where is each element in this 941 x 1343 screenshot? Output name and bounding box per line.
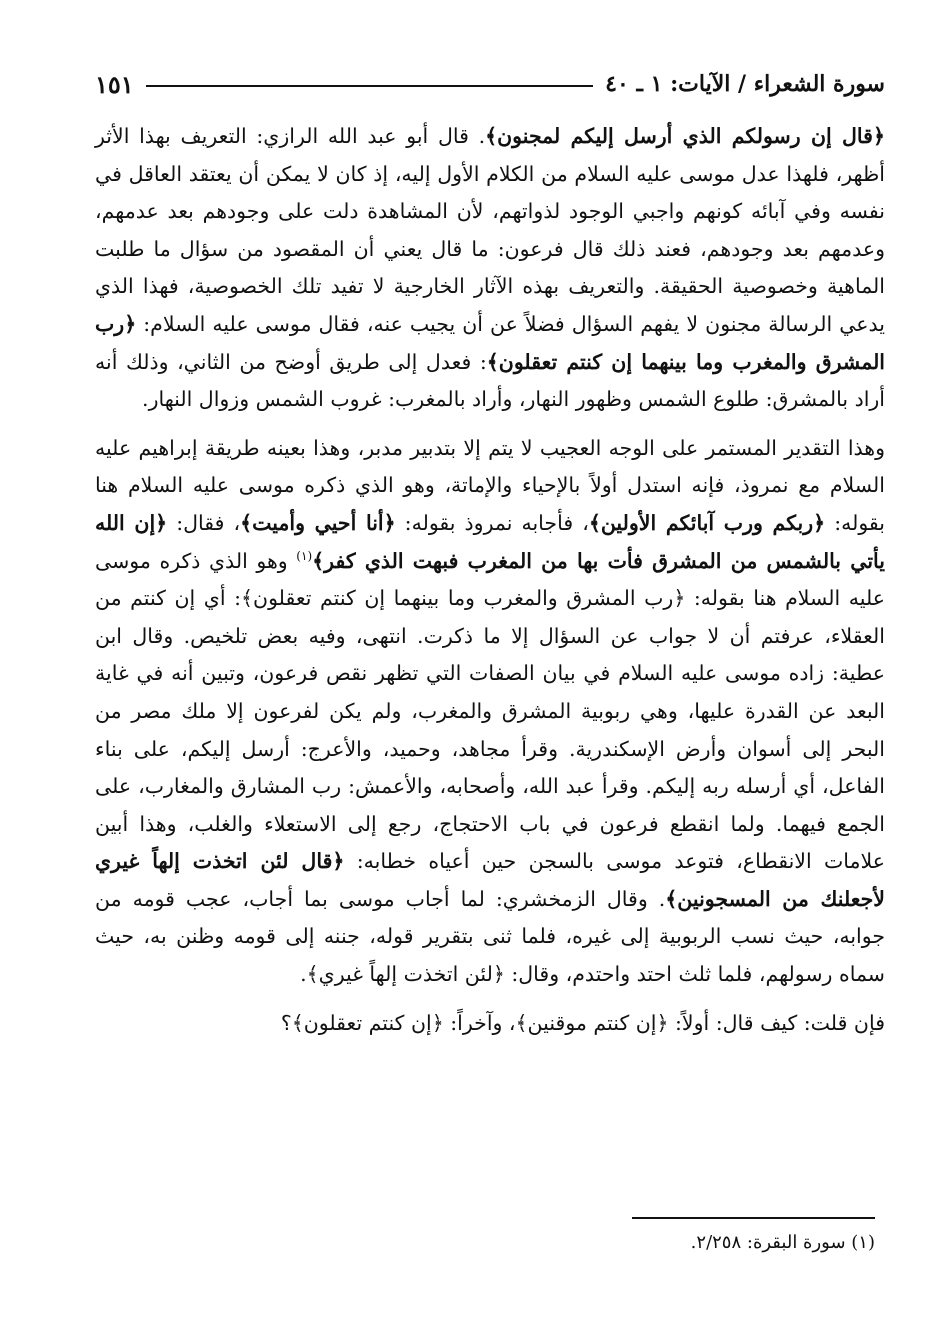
body-text: ، فقال: <box>167 510 241 535</box>
quran-quote: ﴿أنا أحيي وأميت﴾ <box>240 510 396 535</box>
quran-quote: ﴿قال لئن اتخذت إلهاً غيري لأجعلنك من المسجونين﴾ <box>95 849 885 911</box>
header-rule <box>146 85 594 87</box>
body-text: وهو الذي ذكره موسى عليه السلام هنا بقوله: ﴿رب المشرق والمغرب وما بينهما إن كنتم تعقلون﴾: أي إن كنتم من العقلاء، عرفتم أن لا جواب عن السؤال إلا ما ذكرت. انتهى، وفيه بعض تلخيص. وقال ابن عطية: زاده موسى عليه السلام في بيان الصفات التي تظهر نقص فرعون، وتبين أنه في غاية البعد عن القدرة عليها، وهي ربوبية المشرق والمغرب، ولم يكن لفرعون إلا ملك مصر من البحر إلى أسوان وأرض الإسكندرية. وقرأ مجاهد، وحميد، والأعرج: أرسل إليكم، على بناء الفاعل، أي أرسله ربه إليكم. وقرأ عبد الله، وأصحابه، والأعمش: رب المشارق والمغارب، على الجمع فيهما. ولما انقطع فرعون في باب الاحتجاج، رجع إلى الاستعلاء والغلب، وهذا أبين علامات الانقطاع، فتوعد موسى بالسجن حين أعياه خطابه: <box>95 548 886 874</box>
running-title: سورة الشعراء / الآيات: ١ ـ ٤٠ <box>605 71 885 97</box>
footnote-rule <box>632 1217 875 1219</box>
page-number: ١٥١ <box>95 69 134 99</box>
quran-quote: ﴿قال إن رسولكم الذي أرسل إليكم لمجنون﴾ <box>485 124 885 148</box>
quran-quote: ﴿ربكم ورب آبائكم الأولين﴾ <box>588 510 826 535</box>
body-text: . قال أبو عبد الله الرازي: التعريف بهذا الأثر أظهر، فلهذا عدل موسى عليه السلام من الكلام الأول إليه، إذ كان لا يمكن أن يعتقد العاقل في نفسه وفي آبائه كونهم واجبي الوجود لذواتهم، لأن المشاهدة دلت على وجودهم بعد عدمهم، وعدمهم بعد وجودهم، فعند ذلك قال فرعون: ما قال يعني أن المقصود من سؤال ما طلبت الماهية وخصوصية الحقيقة. والتعريف بهذه الآثار الخارجية لا تفيد تلك الخصوصية، فهذا الذي يدعي الرسالة مجنون لا يفهم السؤال فضلاً عن أن يجيب عنه، فقال موسى عليه السلام: <box>95 124 885 336</box>
footnote: (١) سورة البقرة: ٢/٢٥٨. <box>690 1232 875 1253</box>
quran-quote: ﴿رب المشرق والمغرب وما بينهما إن كنتم تعقلون﴾ <box>95 311 886 374</box>
page-body <box>95 118 885 1042</box>
body-text: فإن قلت: كيف قال: أولاً: ﴿إن كنتم موقنين﴾، وآخراً: ﴿إن كنتم تعقلون﴾؟ <box>280 1010 885 1035</box>
body-text: ، فأجابه نمروذ بقوله: <box>395 510 589 535</box>
body-text: : فعدل إلى طريق أوضح من الثاني، وذلك أنه أراد بالمشرق: طلوع الشمس وظهور النهار، وأراد بالمغرب: غروب الشمس وزوال النهار. <box>95 349 885 412</box>
paragraph-3 <box>95 1005 885 1043</box>
quran-quote: ﴿إن الله يأتي بالشمس من المشرق فأت بها من المغرب فبهت الذي كفر﴾ <box>95 510 885 573</box>
footnote-marker: (١) <box>296 548 313 563</box>
paragraph-2 <box>95 430 885 994</box>
paragraph-1 <box>95 118 885 419</box>
body-text: . وقال الزمخشري: لما أجاب موسى بما أجاب، عجب قومه من جوابه، حيث نسب الربوبية إلى غيره، فلما ثنى بتقرير قوله، جننه إلى قومه وظنن به، حيث سماه رسولهم، فلما ثلث احتد واحتدم، وقال: ﴿لئن اتخذت إلهاً غيري﴾. <box>95 886 885 987</box>
body-text: وهذا التقدير المستمر على الوجه العجيب لا يتم إلا بتدبير مدبر، وهذا بعينه طريقة إبراهيم عليه السلام مع نمروذ، فإنه استدل أولاً بالإحياء والإماتة، وهو الذي ذكره موسى عليه السلام هنا بقوله: <box>95 435 886 535</box>
page-header <box>95 68 885 100</box>
